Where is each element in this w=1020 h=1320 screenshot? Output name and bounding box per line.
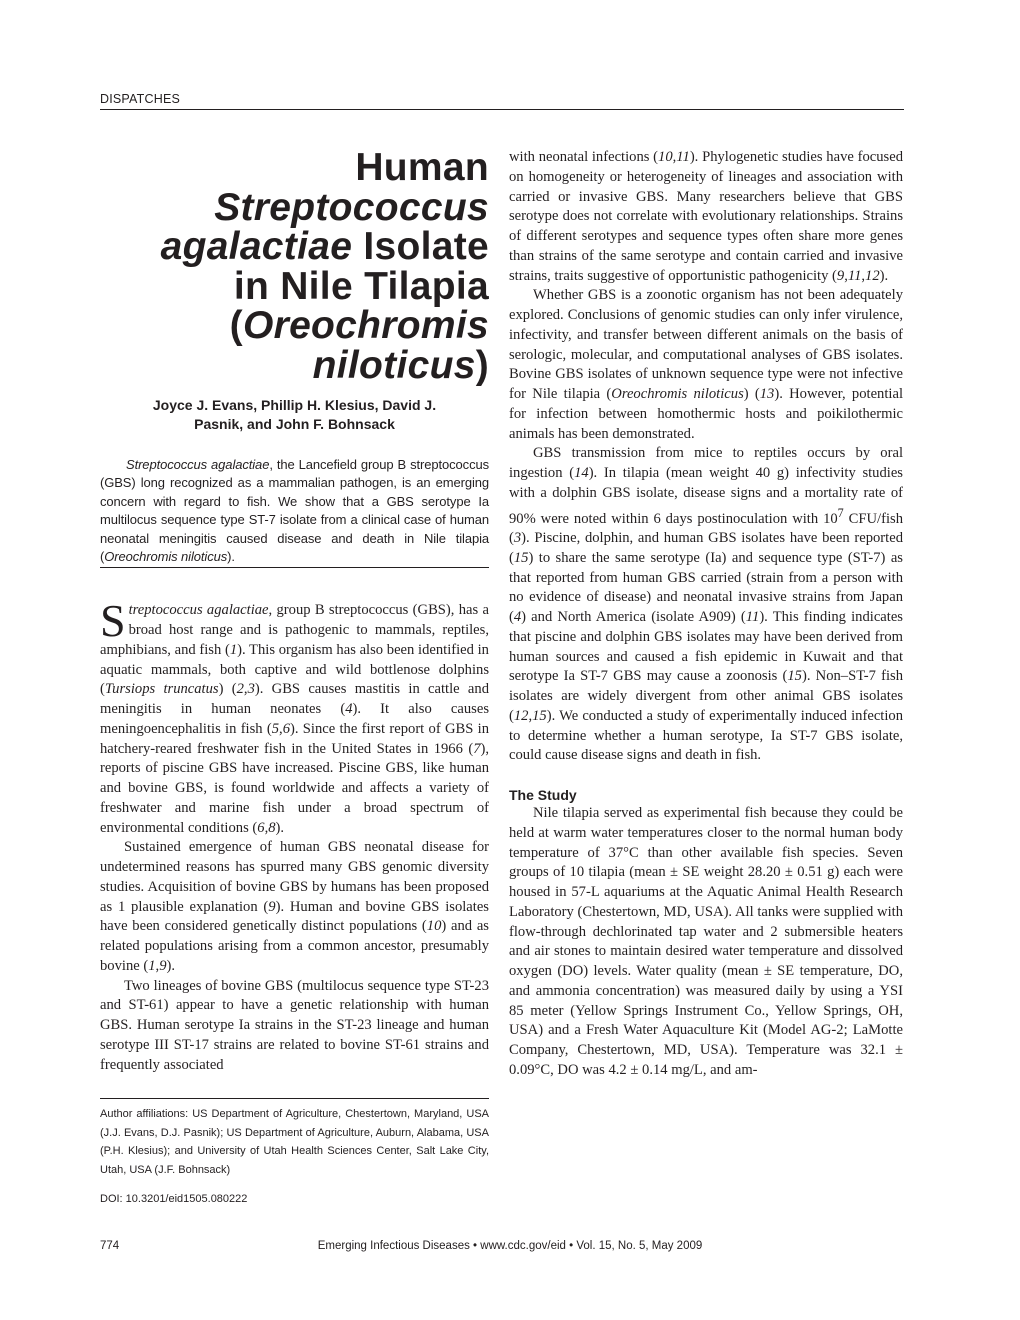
header-rule: [100, 109, 904, 110]
text-run: ) to share the same serotype (Ia) and sequence type (ST-7) as that reported from human GBS carried (strain from a person with no evidence of disease) and neonatal invasive strains from Japan (: [509, 549, 903, 626]
text-run: Oreochromis niloticus: [611, 386, 744, 402]
citation: 10: [658, 149, 673, 165]
title-line: [100, 264, 489, 308]
text-run: ,: [279, 720, 283, 737]
abstract-text: , the Lancefield group B streptococcus (GBS) long recognized as a mammalian pathogen, is an emerging concern with regard to fish. We show that a GBS serotype Ia multilocus sequence type ST-7 isolate from a clinical case of human neonatal meningitis caused disease and death in Nile tilapia (: [100, 457, 489, 565]
text-run: ). However, potential for infection between homothermic hosts and poikilothermic animals has been demonstrated.: [509, 386, 903, 442]
author-affiliations: Author affiliations: US Department of Agriculture, Chestertown, Maryland, USA (J.J. Evans, D.J. Pasnik); US Department of Agriculture, Auburn, Alabama, USA (P.H. Klesius); and University of Utah Health Sciences Center, Salt Lake City, Utah, USA (J.F. Bohnsack): [100, 1098, 489, 1179]
citation: 8: [268, 819, 276, 836]
body-text-left: [100, 595, 489, 1075]
citation: 14: [574, 465, 589, 481]
text-run: ) (: [218, 681, 237, 698]
text-run: ,: [672, 149, 677, 165]
text-run: ). GBS causes mastitis in cattle and meningitis in human neonates (: [100, 681, 489, 718]
citation: 15: [532, 707, 547, 724]
left-column: [100, 148, 489, 1075]
title-text: in Nile Tilapia: [233, 264, 489, 308]
citation: 7: [473, 740, 481, 757]
right-column: [509, 148, 903, 1081]
abstract-text: ).: [227, 549, 235, 565]
author-list: [100, 396, 489, 434]
body-paragraph: [509, 444, 903, 766]
text-run: Whether GBS is a zoonotic organism has not been adequately explored. Conclusions of genomic studies can only infer virulence, infectivity, and transfer between different animals on the basis of serologic, molecular, and computational analyses of GBS isolates. Bovine GBS isolates of unknown sequence type were not infective for Nile tilapia (: [509, 287, 903, 402]
text-run: ) (: [743, 386, 760, 402]
text-run: ,: [528, 707, 533, 724]
text-run: Tursiops truncatus: [104, 681, 219, 698]
title-text: Streptococcus: [214, 185, 489, 229]
body-paragraph: [100, 838, 489, 976]
text-run: ). Piscine, dolphin, and human GBS isolates have been reported (: [509, 530, 903, 566]
citation: 11: [847, 267, 862, 284]
citation: 11: [676, 149, 690, 165]
author-line: Pasnik, and John F. Bohnsack: [194, 416, 395, 432]
abstract-species: Streptococcus agalactiae: [126, 457, 270, 472]
superscript: 7: [837, 505, 844, 520]
text-run: ) and as related populations arising from a common ancestor, presumably bovine (: [100, 918, 489, 974]
text-run: ). We conducted a study of experimentally induced infection to determine whether a human serotype, Ia ST-7 GBS isolate, could cause disease signs and death in fish.: [509, 707, 903, 764]
title-text: Oreochromis: [242, 304, 489, 347]
citation: 15: [513, 549, 529, 566]
body-paragraph: [509, 148, 903, 286]
abstract: [100, 456, 489, 568]
title-text: agalactiae: [160, 225, 353, 268]
text-run: ). This finding indicates that piscine and dolphin GBS isolates may have been derived from human sources and caused a fish epidemic in Kuwait and that serotype Ia ST-7 GBS may cause a zoonosis (: [509, 609, 903, 685]
title-text: ): [475, 343, 489, 387]
text-run: GBS transmission from mice to reptiles occurs by oral ingestion (: [509, 445, 903, 481]
abstract-species: Oreochromis niloticus: [104, 549, 228, 565]
journal-footer: Emerging Infectious Diseases • www.cdc.gov/eid • Vol. 15, No. 5, May 2009: [317, 1240, 703, 1252]
text-run: ). Non–ST-7 fish isolates are widely divergent from other animal GBS isolates (: [509, 668, 903, 724]
text-run: ). It also causes meningoencephalitis in fish (: [100, 701, 489, 737]
citation: 13: [759, 386, 775, 402]
doi: DOI: 10.3201/eid1505.080222: [100, 1193, 248, 1205]
citation: 12: [865, 267, 880, 284]
text-run: ,: [155, 957, 160, 974]
citation: 15: [787, 668, 802, 685]
citation: 6: [257, 819, 265, 836]
title-text: Isolate: [352, 225, 489, 268]
text-run: ).: [275, 819, 285, 836]
citation: 1: [229, 641, 238, 658]
citation: 9: [268, 898, 276, 915]
title-line: [100, 227, 489, 267]
citation: 1: [148, 957, 156, 974]
text-run: ), reports of piscine GBS have increased. Piscine GBS, like human and bovine GBS, is found worldwide and affects a variety of freshwater and marine fish under a broad spectrum of environmental conditions (: [100, 740, 489, 836]
text-run: ). In tilapia (mean weight 40 g) infectivity studies with a dolphin GBS isolate, disease signs and a mortality rate of 90% were noted within 6 days postinoculation with 10: [509, 465, 903, 527]
article-title: [100, 148, 489, 385]
text-run: ,: [844, 267, 848, 284]
text-run: with neonatal infections (: [509, 149, 659, 165]
citation: 2: [236, 681, 244, 698]
citation: 3: [513, 530, 522, 547]
text-run: treptococcus agalactiae: [128, 602, 269, 619]
section-heading: The Study: [509, 787, 577, 804]
citation: 9: [836, 267, 845, 284]
title-line: [100, 343, 489, 387]
title-line: [100, 148, 489, 188]
text-run: ,: [861, 267, 866, 284]
title-text: niloticus: [312, 343, 476, 387]
citation: 5: [271, 720, 280, 737]
author-line: Joyce J. Evans, Phillip H. Klesius, David J.: [152, 397, 437, 413]
citation: 11: [745, 609, 760, 626]
text-run: ). Phylogenetic studies have focused on homogeneity or heterogeneity of lineages and association with carried or invasive GBS. Many researchers believe that GBS serotype does not correlate with evolutionary relationships. Strains of different serotypes and sequence types often share more genes than strains of the same serotype and contain carried and invasive strains, traits suggestive of opportunistic pathogenicity (: [509, 149, 903, 284]
text-run: Sustained emergence of human GBS neonatal disease for undetermined reasons has spurred many GBS genomic diversity studies. Acquisition of bovine GBS by humans has been proposed as 1 plausible explanation (: [100, 839, 489, 915]
text-run: ) and North America (isolate A909) (: [521, 609, 746, 626]
text-run: , group B streptococcus (GBS), has a broad host range and is pathogenic to mammals, reptiles, amphibians, and fish (: [100, 602, 489, 658]
title-text: Human: [355, 146, 489, 189]
text-run: ). Human and bovine GBS isolates have been considered genetically distinct populations (: [100, 898, 489, 935]
body-paragraph: Nile tilapia served as experimental fish because they could be held at warm water temperatures closer to the normal human body temperature of 37°C than other available fish species. Seven groups of 10 tilapia (mean ± SE weight 28.20 ± 0.51 g) each were housed in 57-L aquariums at the Aquatic Animal Health Research Laboratory (Chestertown, MD, USA). All tanks were supplied with flow-through dechlorinated tap water and 2 submersible heaters and air stones to maintain desired water temperature and dissolved oxygen (DO) levels. Water quality (mean ± SE temperature, DO, and ammonia concentration) was measured daily by using a YSI 85 meter (Yellow Springs Instrument Co., Yellow Springs, OH, USA) and a Fresh Water Aquaculture Kit (Model AG-2; LaMotte Company, Chestertown, MD, USA). Temperature was 32.1 ± 0.09°C, DO was 4.2 ± 0.14 mg/L, and am-: [509, 805, 903, 1078]
citation: 3: [247, 681, 255, 698]
text-run: CFU/fish (: [509, 510, 903, 547]
text-run: ,: [243, 681, 248, 698]
body-paragraph: [509, 286, 903, 444]
title-line: [100, 306, 489, 346]
text-run: ). Since the first report of GBS in hatchery-reared freshwater fish in the United States in 1966 (: [100, 720, 489, 757]
text-run: ).: [879, 267, 889, 284]
citation: 12: [513, 707, 529, 724]
title-line: [100, 185, 489, 229]
drop-cap: S: [100, 595, 126, 647]
text-run: ). This organism has also been identified in aquatic mammals, both captive and wild bottlenose dolphins (: [100, 641, 489, 698]
citation: 10: [426, 918, 442, 935]
citation: 6: [282, 720, 290, 737]
body-paragraph: [100, 595, 489, 838]
body-paragraph: Two lineages of bovine GBS (multilocus sequence type ST-23 and ST-61) appear to have a genetic relationship with human GBS. Human serotype Ia strains in the ST-23 lineage and human serotype III ST-17 strains are related to bovine ST-61 strains and frequently associated: [100, 977, 489, 1073]
page-number: 774: [100, 1240, 120, 1252]
citation: 4: [513, 609, 522, 626]
text-run: ,: [264, 819, 269, 836]
citation: 4: [345, 701, 353, 718]
citation: 9: [159, 957, 167, 974]
text-run: ).: [166, 957, 175, 974]
title-text: (: [229, 304, 243, 347]
section-label: DISPATCHES: [100, 92, 181, 106]
